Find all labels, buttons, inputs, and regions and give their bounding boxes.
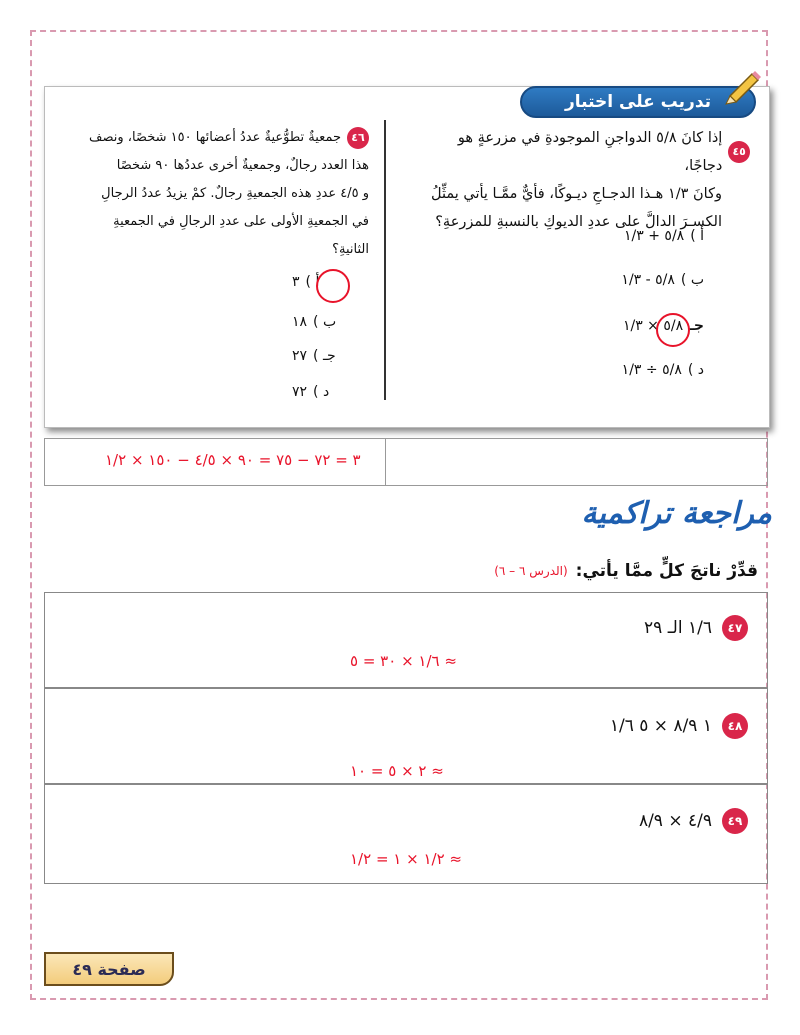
question-46-line1: جمعيةٌ تطوُّعيةٌ عددُ أعضائها ١٥٠ شخصًا، ونصف bbox=[89, 130, 341, 145]
review-instruction-text: قدِّرْ ناتجَ كلٍّ ممَّا يأتي: bbox=[575, 561, 758, 581]
question-number-46: ٤٦ bbox=[347, 127, 369, 149]
test-practice-banner: تدريب على اختبار bbox=[520, 86, 756, 118]
page-number-tab bbox=[44, 952, 174, 986]
question-number-47: ٤٧ bbox=[722, 615, 748, 641]
review-question-47: ١/٦ الـ ٢٩ bbox=[644, 618, 712, 638]
question-number-49: ٤٩ bbox=[722, 808, 748, 834]
question-46-line2: هذا العدد رجالٌ، وجمعيةٌ أخرى عددُها ٩٠ شخصًا bbox=[116, 158, 369, 173]
review-item-49 bbox=[639, 808, 748, 834]
q46-worked-answer: ٣ = ٧٢ − ٧٥ = ٩٠ × ٤/٥ − ١٥٠ × ١/٢ bbox=[105, 451, 361, 469]
answer-circle-q46 bbox=[316, 269, 350, 303]
option-label: أ ) bbox=[690, 228, 704, 244]
question-45-line1: إذا كانَ ٥/٨ الدواجنِ الموجودةِ في مزرعةٍ هو دجاجًا، bbox=[457, 130, 723, 174]
review-item-49-box bbox=[44, 784, 768, 884]
page-label: صفحة ٤٩ bbox=[72, 959, 146, 979]
column-divider bbox=[384, 120, 386, 400]
option-value: ٧٢ bbox=[292, 384, 308, 400]
review-instruction bbox=[494, 561, 758, 581]
question-number-48: ٤٨ bbox=[722, 713, 748, 739]
q45-option-d[interactable] bbox=[622, 362, 704, 378]
answer-circle-q45 bbox=[656, 313, 690, 347]
q46-option-b[interactable] bbox=[292, 314, 336, 330]
option-value: ٣ bbox=[292, 274, 300, 290]
q46-option-c[interactable] bbox=[292, 348, 336, 364]
question-46 bbox=[64, 124, 369, 264]
option-value: ٢٧ bbox=[292, 348, 308, 364]
q46-option-d[interactable] bbox=[292, 384, 329, 400]
review-answer-47: ≈ ١/٦ × ٣٠ = ٥ bbox=[350, 652, 457, 670]
question-45-line2: وكانَ ١/٣ هـذا الدجـاجِ ديـوكًا، فأيٌّ ممَّـا يأتي يمثِّلُ bbox=[430, 186, 722, 202]
option-label: ب ) bbox=[680, 272, 704, 288]
q45-option-b[interactable] bbox=[621, 272, 704, 288]
option-expression: ٥/٨ × ١/٣ bbox=[622, 318, 684, 334]
question-46-line5: الثانيةِ؟ bbox=[332, 242, 369, 257]
q45-option-a[interactable] bbox=[624, 228, 704, 244]
answer-strip bbox=[44, 438, 768, 486]
option-label: أ ) bbox=[305, 274, 320, 290]
option-value: ١٨ bbox=[292, 314, 308, 330]
review-item-48 bbox=[610, 713, 748, 739]
option-label: د ) bbox=[687, 362, 704, 378]
question-number-45: ٤٥ bbox=[728, 141, 750, 163]
option-expression: ٥/٨ - ١/٣ bbox=[621, 272, 675, 288]
question-45 bbox=[420, 124, 750, 236]
review-answer-48: ≈ ٢ × ٥ = ١٠ bbox=[350, 762, 444, 780]
review-item-47 bbox=[644, 615, 748, 641]
review-question-48: ١ ٨/٩ × ٥ ١/٦ bbox=[609, 716, 712, 736]
option-expression: ٥/٨ + ١/٣ bbox=[624, 228, 685, 244]
question-46-line3: و ٤/٥ عددِ هذه الجمعيةِ رجالٌ. كمْ يزيدُ عددُ الرجالِ bbox=[101, 186, 369, 201]
option-expression: ٥/٨ ÷ ١/٣ bbox=[621, 362, 682, 378]
option-label: جـ bbox=[689, 318, 704, 334]
option-label: د ) bbox=[313, 384, 330, 400]
option-label: ب ) bbox=[313, 314, 337, 330]
option-label: جـ ) bbox=[313, 348, 336, 364]
question-46-line4: في الجمعيةِ الأولى على عددِ الرجالِ في الجمعيةِ bbox=[113, 214, 369, 229]
question-45-line3: الكسـرَ الدالَّ على عددِ الديوكِ بالنسبةِ للمزرعةِ؟ bbox=[435, 214, 722, 230]
review-title: مراجعة تراكمية bbox=[581, 496, 772, 531]
pencil-icon bbox=[722, 66, 762, 106]
review-question-49: ٤/٩ × ٨/٩ bbox=[638, 811, 712, 831]
answer-strip-divider bbox=[385, 439, 386, 485]
lesson-reference: (الدرس ٦ – ٦) bbox=[494, 564, 568, 578]
review-answer-49: ≈ ١/٢ × ١ = ١/٢ bbox=[350, 850, 462, 868]
